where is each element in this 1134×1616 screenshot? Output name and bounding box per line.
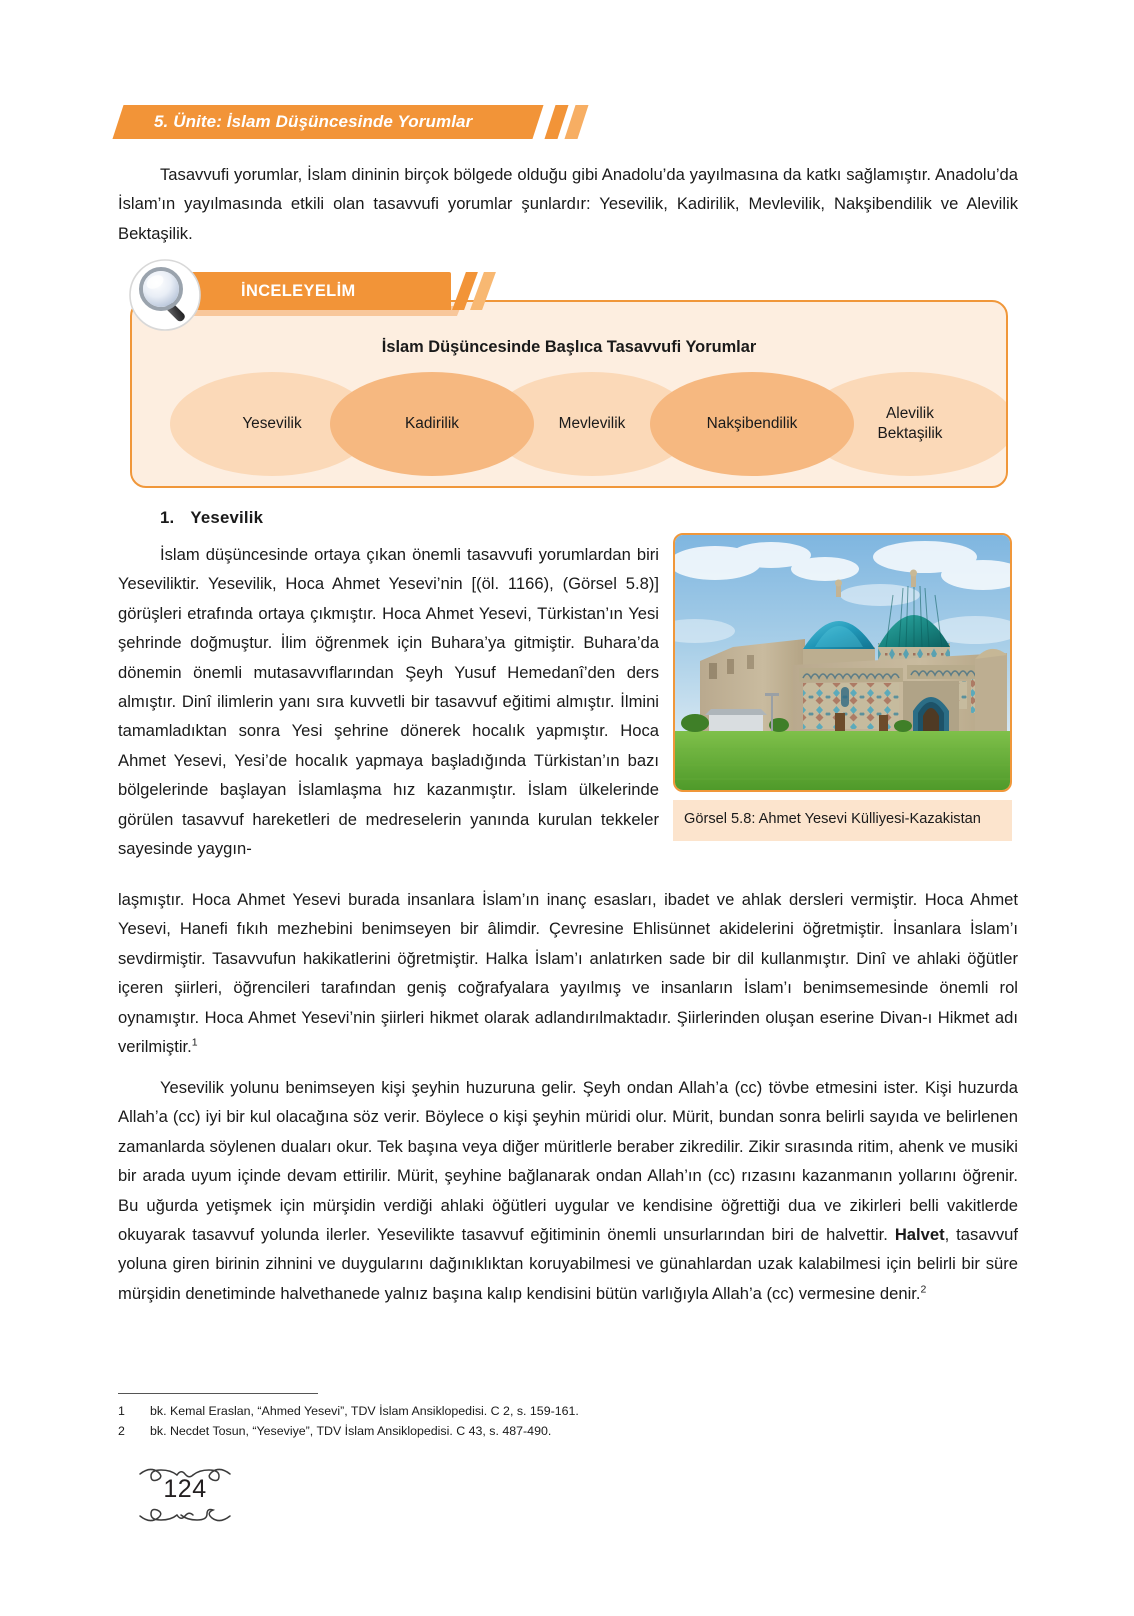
footnote-text: bk. Kemal Eraslan, “Ahmed Yesevi”, TDV İslam Ansiklopedisi. C 2, s. 159-161.	[150, 1404, 579, 1418]
magnifier-icon	[128, 258, 202, 332]
section-title: Yesevilik	[190, 508, 264, 527]
footnote-divider	[118, 1393, 318, 1394]
unit-banner-slash-2	[564, 105, 588, 139]
unit-banner	[118, 105, 588, 139]
halvet-text-b: , tasavvuf yoluna giren birinin zihnini ve duygularını dağınıklıktan koruyabilmesi ve günahlardan uzak kalabilmesi için belirli bir süre mürşidin denetiminde halvethanede yalnız başına kalıp kendisini bütün varlığıyla Allah’a (cc) vermesine denir.	[118, 1225, 1018, 1303]
footnote-ref-1: 1	[191, 1036, 198, 1049]
yesevilik-column-paragraph: İslam düşüncesinde ortaya çıkan önemli tasavvufi yorumlardan biri Yeseviliktir. Yesevilik, Hoca Ahmet Yesevi’nin [(öl. 1166), (Görsel 5.8)] görüşleri etrafında ortaya çıkmıştır. Hoca Ahmet Yesevi, Türkistan’ın Yesi şehrinde doğmuştur. İlim öğrenmek için Buhara’ya gitmiştir. Buhara’da dönemin önemli mutasavvıflarından Şeyh Yusuf Hemedanî’den ders almıştır. Dinî ilimlerin yanı sıra kuvvetli bir tasavvuf eğitimi almıştır. İlmini tamamladıktan sonra Yesi şehrine dönerek hocalık yapmıştır. Hoca Ahmet Yesevi, Yesi’de hocalık yapmaya başladığında Türkistan’ın bazı bölgelerinde başlayan İslamlaşma hız kazanmıştır. İslam ülkelerinde görülen tasavvuf hareketleri de medreselerin yanında kurulan tekkeler sayesinde yaygın-	[118, 545, 659, 859]
halvet-text-a: Yesevilik yolunu benimseyen kişi şeyhin huzuruna gelir. Şeyh ondan Allah’a (cc) tövbe etmesini ister. Kişi huzurda Allah’a (cc) iyi bir kul olacağına söz verir. Böylece o kişi şeyhin müridi olur. Mürit, bundan sonra belirli sayıda ve belirlenen zamanlarda söylenen duaları okur. Tek başına veya diğer müritlerle beraber zikredilir. Zikir sırasında ritim, ahenk ve musiki bir arada uyum içinde devam ettirilir. Mürit, şeyhine bağlanarak ondan Allah’ın (cc) rızasını kazanmanın yollarını öğrenir. Bu uğurda yetişmek için mürşidin verdiği ahlaki öğütleri uygular ve kendisine öğrettiği dua ve zikirleri belli vakitlerde okuyarak tasavvuf yolunda ilerler. Yesevilikte tasavvuf eğitiminin önemli unsurlarından biri de halvettir.	[118, 1078, 1018, 1245]
footnote-item	[118, 1422, 878, 1442]
halvet-keyword: Halvet	[894, 1225, 945, 1245]
diagram-item-label: Nakşibendilik	[706, 415, 798, 432]
footnote-ref-2: 2	[920, 1283, 927, 1296]
intro-paragraph: Tasavvufi yorumlar, İslam dininin birçok bölgede olduğu gibi Anadolu’da yayılmasına da katkı sağlamıştır. Anadolu’da İslam’ın yayılmasında etkili olan tasavvufi yorumlar şunlardır: Yesevilik, Kadirilik, Mevlevilik, Nakşibendilik ve Alevilik Bektaşilik.	[118, 165, 1018, 243]
footnote-item	[118, 1402, 878, 1422]
footnote-number: 1	[118, 1404, 125, 1418]
section-number: 1.	[160, 508, 175, 527]
figure-caption: Görsel 5.8: Ahmet Yesevi Külliyesi-Kazakistan	[673, 800, 1012, 841]
footnotes	[118, 1393, 878, 1441]
diagram-title: İslam Düşüncesinde Başlıca Tasavvufi Yorumlar	[381, 338, 757, 356]
diagram-item-label: Yesevilik	[242, 415, 302, 432]
figure-gorsel-5-8	[673, 533, 1012, 841]
yesevilik-column-paragraph-block	[118, 540, 659, 863]
diagram-item-label: Mevlevilik	[558, 415, 626, 432]
halvet-paragraph	[118, 1073, 1018, 1308]
activity-tab-label: İNCELEYELİM	[241, 282, 356, 300]
mausoleum-photo	[673, 533, 1012, 792]
halvet-paragraph-block	[118, 1073, 1018, 1308]
page-number-value: 124	[163, 1475, 207, 1503]
section-heading	[160, 508, 263, 528]
yesevilik-continued-text: laşmıştır. Hoca Ahmet Yesevi burada insanlara İslam’ın inanç esasları, ibadet ve ahlak dersleri vermiştir. Hoca Ahmet Yesevi, Hanefi fıkıh mezhebini benimseyen bir âlimdir. Çevresine Ehlisünnet akidelerini öğretmiştir. İnsanlara İslam’ı sevdirmiştir. Tasavvufun hakikatlerini öğretmiştir. Halka İslam’ı anlatırken sade bir dil kullanmıştır. Dinî ve ahlaki öğütler içeren şiirleri, öğrencileri tarafından geniş coğrafyalara yayılmış ve insanların İslam’ı benimsemesinde önemli rol oynamıştır. Hoca Ahmet Yesevi’nin şiirleri hikmet olarak adlandırılmaktadır. Şiirlerinden oluşan eserine Divan-ı Hikmet adı verilmiştir.	[118, 890, 1018, 1057]
diagram-item-kadirilik	[330, 372, 534, 476]
activity-tab	[175, 272, 475, 310]
page-number	[120, 1458, 250, 1532]
diagram-ellipse-row	[132, 372, 1006, 477]
yesevilik-continued-paragraph	[118, 885, 1018, 1061]
intro-paragraph-block	[118, 160, 1018, 248]
diagram-item-label: Alevilik Bektaşilik	[877, 405, 943, 442]
footnote-number: 2	[118, 1423, 125, 1438]
yesevilik-continued-paragraph-block	[118, 885, 1018, 1061]
footnote-text: bk. Necdet Tosun, “Yeseviye”, TDV İslam Ansiklopedisi. C 43, s. 487-490.	[150, 1423, 552, 1438]
unit-banner-title: 5. Ünite: İslam Düşüncesinde Yorumlar	[154, 112, 473, 131]
diagram-item-naksibendilik	[650, 372, 854, 476]
activity-box	[130, 300, 1008, 488]
diagram-item-label: Kadirilik	[405, 415, 459, 432]
